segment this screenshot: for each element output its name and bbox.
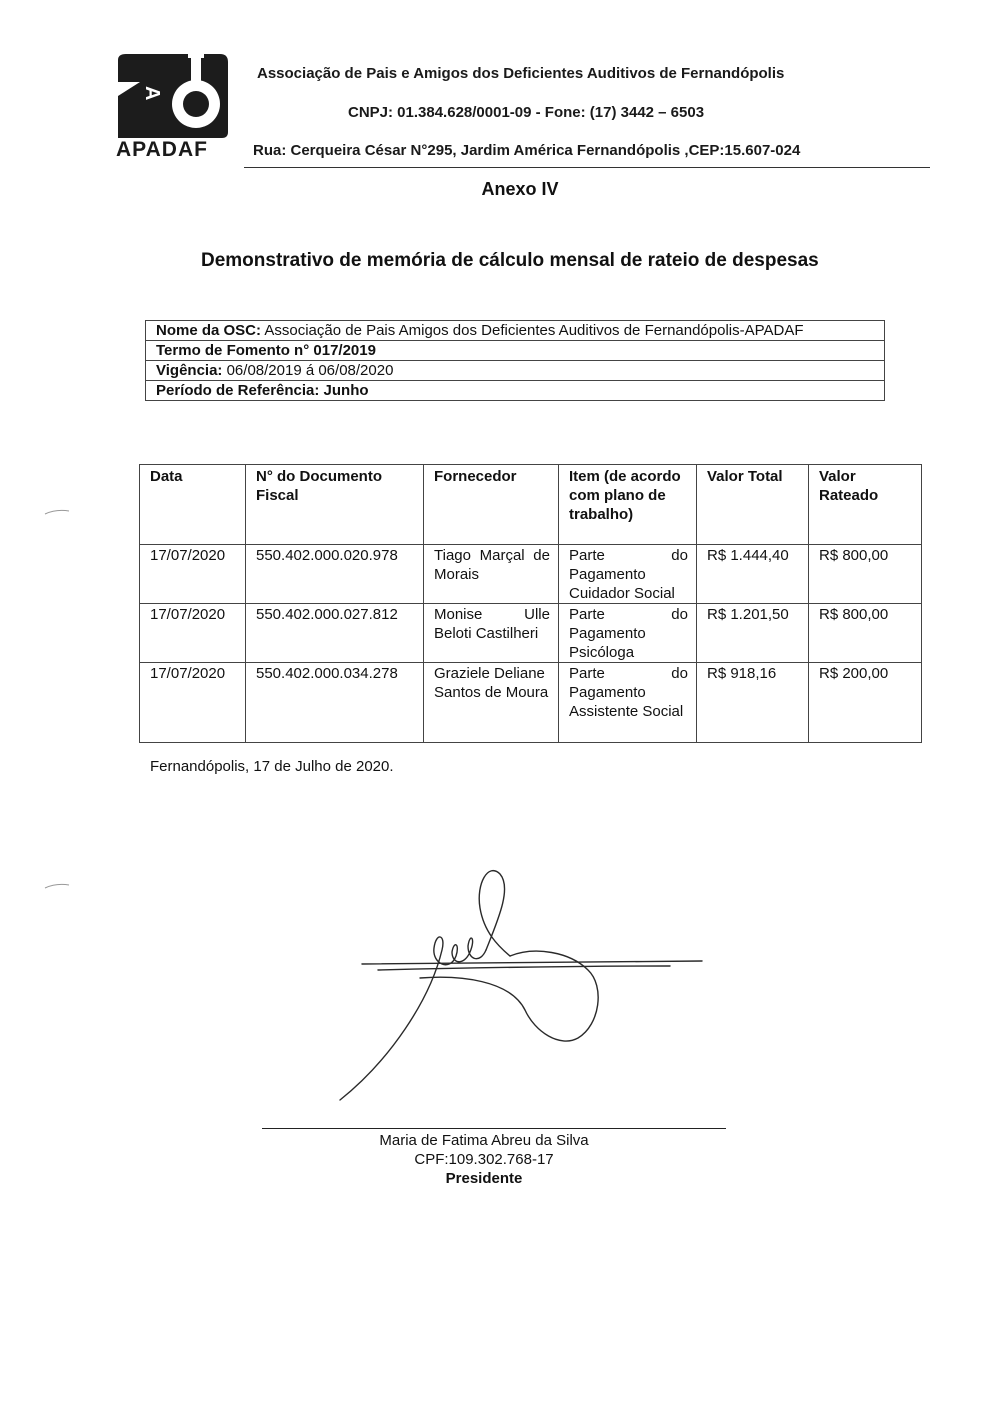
cell-documento: 550.402.000.020.978 (246, 545, 424, 604)
cell-data: 17/07/2020 (140, 663, 246, 743)
signatory-role: Presidente (445, 1170, 523, 1187)
header-item: Item (de acordo com plano de trabalho) (559, 465, 697, 545)
cell-data: 17/07/2020 (140, 604, 246, 663)
cell-item: Parte do Pagamento Cuidador Social (559, 545, 697, 604)
cell-item: Parte do Pagamento Psicóloga (559, 604, 697, 663)
document-title: Demonstrativo de memória de cálculo mensal de rateio de despesas (201, 250, 819, 271)
cell-valor-total: R$ 918,16 (697, 663, 809, 743)
signature-line (262, 1128, 726, 1129)
termo-fomento: Termo de Fomento n° 017/2019 (146, 341, 885, 361)
osc-value: Associação de Pais Amigos dos Deficientes Auditivos de Fernandópolis-APADAF (264, 322, 804, 339)
handwritten-signature (330, 860, 710, 1110)
header-valor-total: Valor Total (697, 465, 809, 545)
signatory-block (364, 1131, 604, 1188)
cnpj-phone: CNPJ: 01.384.628/0001-09 - Fone: (17) 3442 – 6503 (348, 104, 705, 121)
cell-fornecedor: Monise Ulle Beloti Castilheri (424, 604, 559, 663)
cell-documento: 550.402.000.027.812 (246, 604, 424, 663)
cell-valor-total: R$ 1.201,50 (697, 604, 809, 663)
cell-valor-rateado: R$ 800,00 (809, 604, 922, 663)
svg-text:A: A (141, 86, 163, 101)
org-name: Associação de Pais e Amigos dos Deficientes Auditivos de Fernandópolis (257, 65, 785, 82)
table-header-row (140, 465, 922, 545)
periodo-row (146, 381, 885, 401)
signatory-cpf: CPF:109.302.768-17 (414, 1151, 554, 1168)
termo-row (146, 341, 885, 361)
scan-mark (44, 508, 70, 516)
signatory-name: Maria de Fatima Abreu da Silva (379, 1132, 589, 1149)
org-address: Rua: Cerqueira César N°295, Jardim América Fernandópolis ,CEP:15.607-024 (253, 142, 801, 159)
cell-valor-rateado: R$ 200,00 (809, 663, 922, 743)
info-table (145, 320, 885, 401)
cell-fornecedor: Graziele Deliane Santos de Moura (424, 663, 559, 743)
place-date: Fernandópolis, 17 de Julho de 2020. (150, 758, 394, 775)
cell-data: 17/07/2020 (140, 545, 246, 604)
table-row (140, 663, 922, 743)
osc-label: Nome da OSC: (156, 322, 262, 339)
cell-documento: 550.402.000.034.278 (246, 663, 424, 743)
cell-fornecedor: Tiago Marçal de Morais (424, 545, 559, 604)
table-row (140, 604, 922, 663)
cell-item: Parte do Pagamento Assistente Social (559, 663, 697, 743)
periodo-referencia: Período de Referência: Junho (146, 381, 885, 401)
header-valor-rateado: Valor Rateado (809, 465, 922, 545)
vigencia-row (146, 361, 885, 381)
expenses-table (139, 464, 922, 743)
header-data: Data (140, 465, 246, 545)
annex-heading: Anexo IV (481, 179, 559, 199)
header-documento: N° do Documento Fiscal (246, 465, 424, 545)
header-divider (244, 167, 930, 168)
table-row (140, 545, 922, 604)
logo-wordmark: APADAF (116, 138, 208, 161)
vigencia-value: 06/08/2019 á 06/08/2020 (226, 362, 394, 379)
osc-row (146, 321, 885, 341)
vigencia-label: Vigência: (156, 362, 223, 379)
cell-valor-total: R$ 1.444,40 (697, 545, 809, 604)
scan-mark (44, 882, 70, 890)
header-fornecedor: Fornecedor (424, 465, 559, 545)
cell-valor-rateado: R$ 800,00 (809, 545, 922, 604)
